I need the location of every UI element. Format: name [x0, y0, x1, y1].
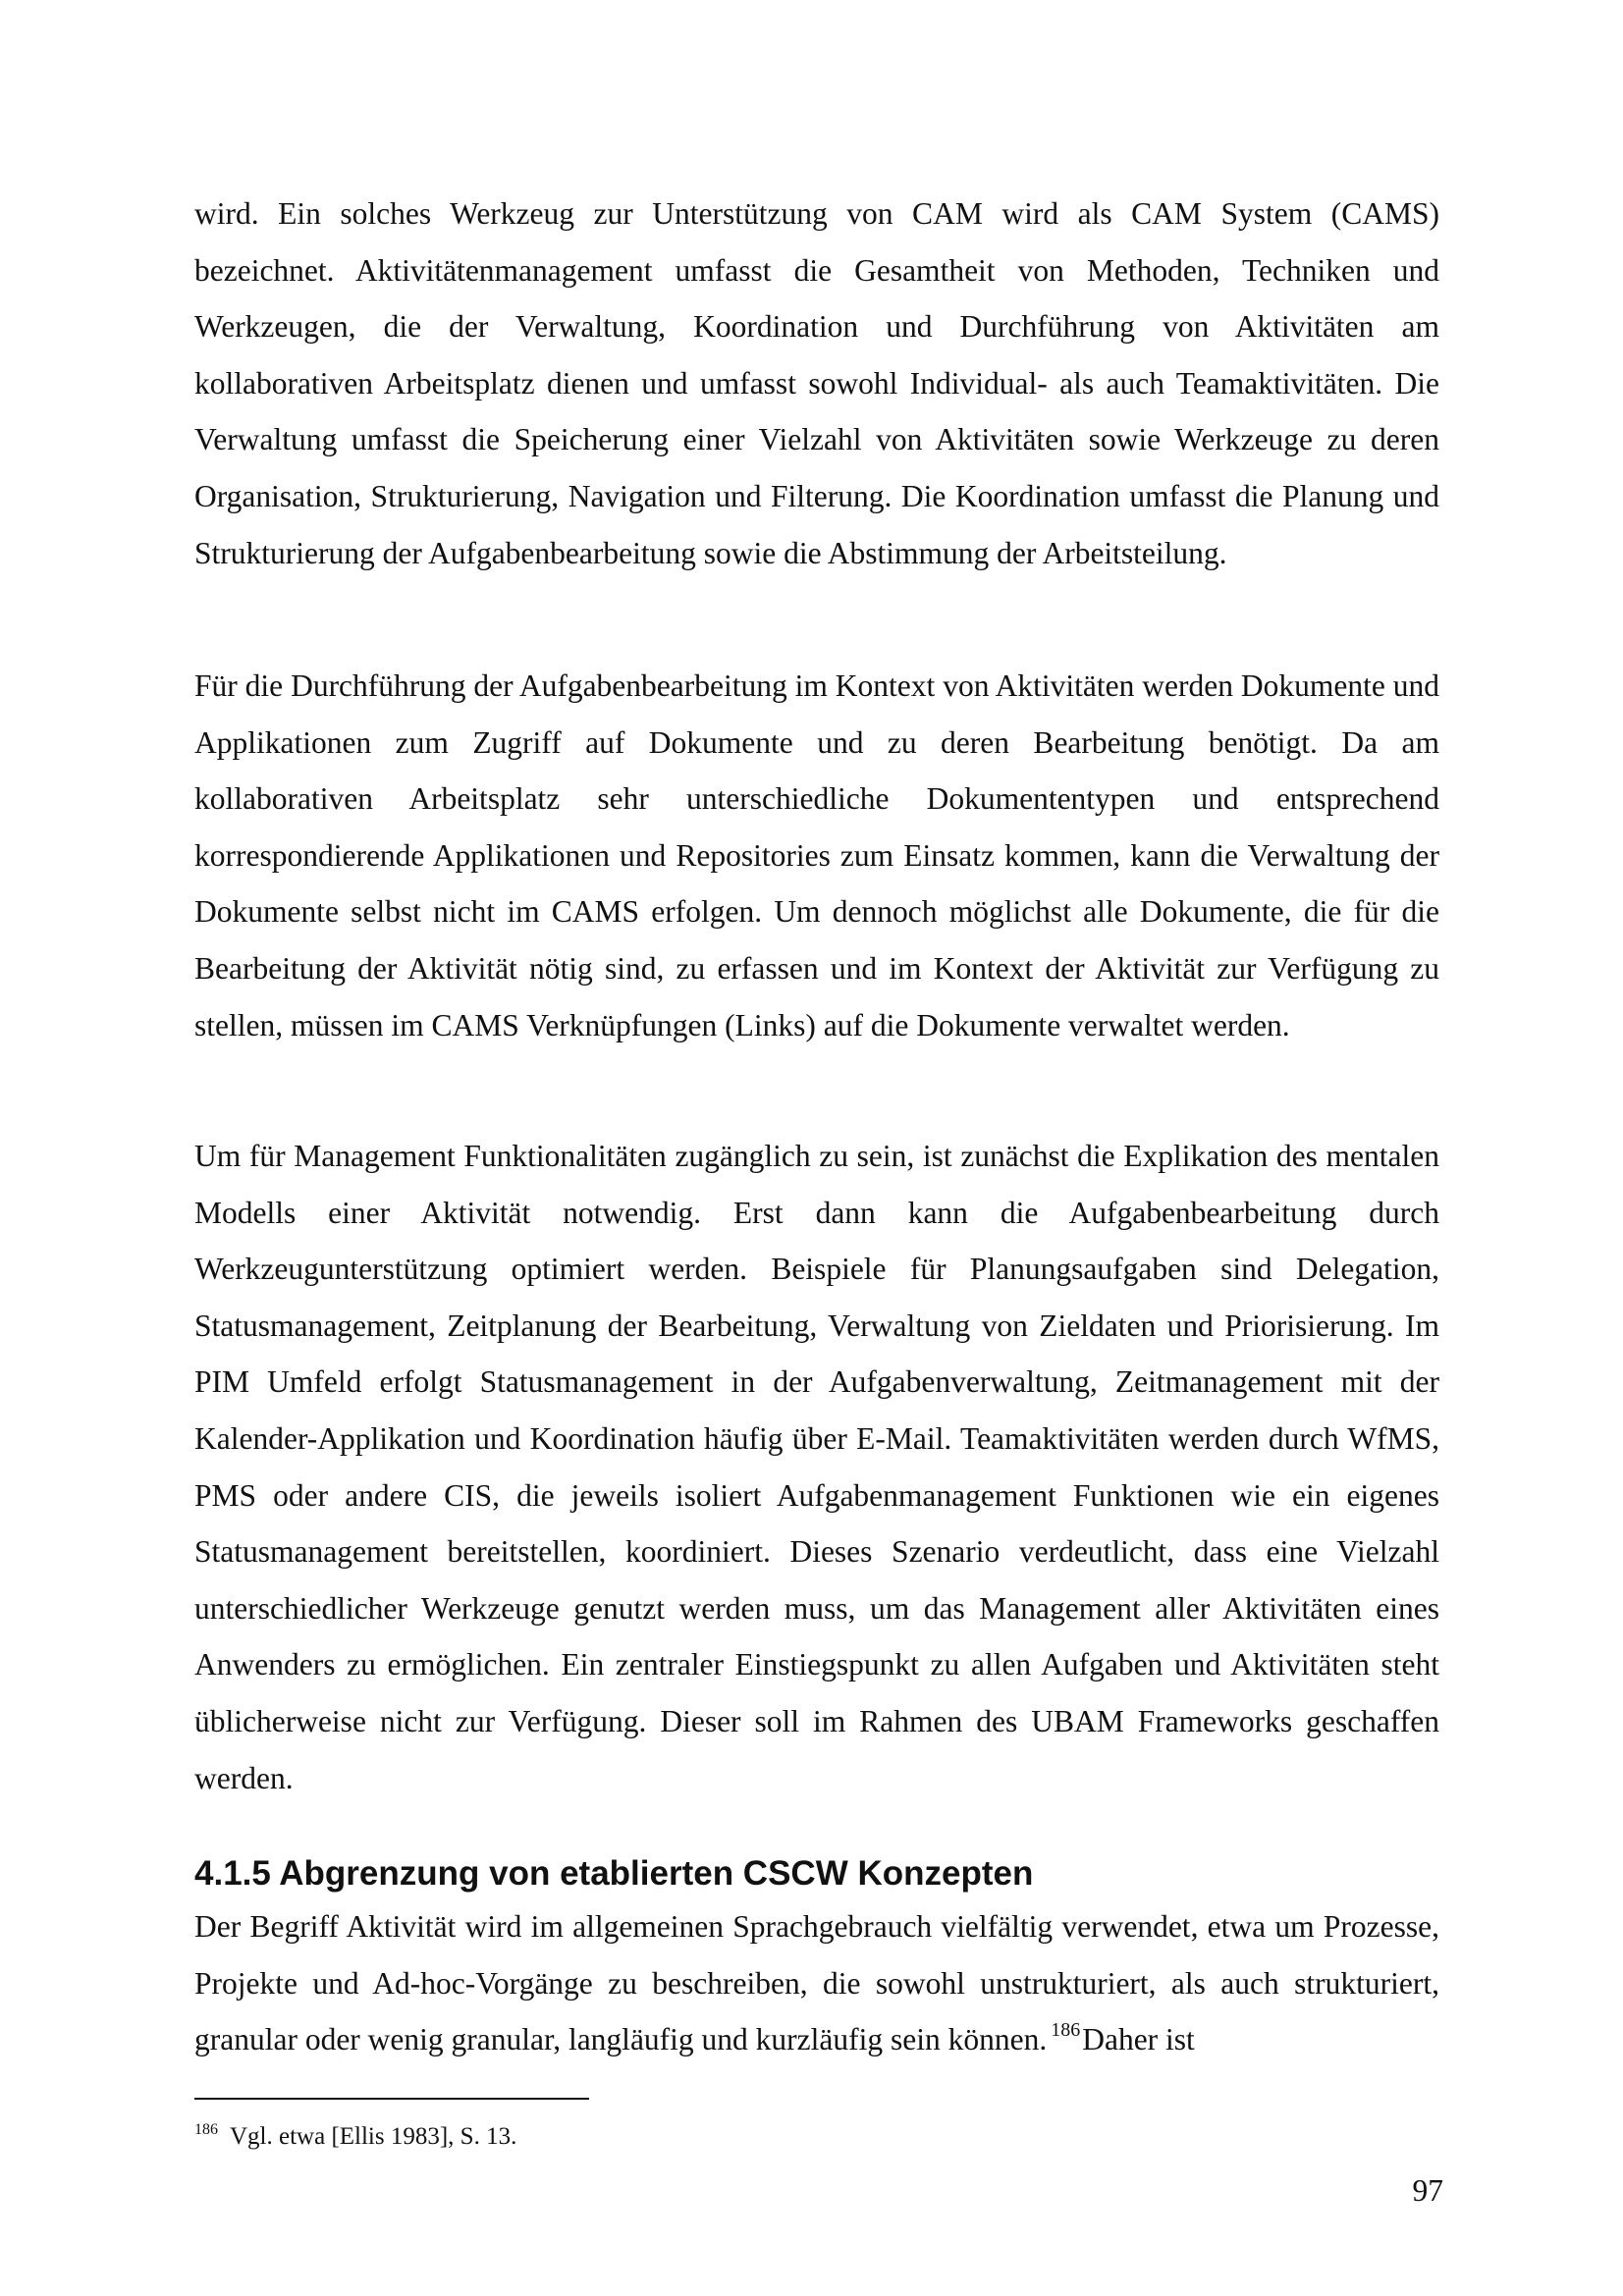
footnote-divider: [194, 2098, 589, 2100]
section-heading: 4.1.5 Abgrenzung von etablierten CSCW Konzepten: [194, 1854, 1034, 1893]
footnote-text: Vgl. etwa [Ellis 1983], S. 13.: [230, 2123, 517, 2150]
paragraph-document-links: Für die Durchführung der Aufgabenbearbeitung im Kontext von Aktivitäten werden Dokumente und Applikationen zum Zugriff auf Dokumente und zu deren Bearbeitung benötigt. Da am kollaborativen Arbeitsplatz sehr unterschiedliche Dokumententypen und entsprechend korrespondierende Applikationen und Repositories zum Einsatz kommen, kann die Verwaltung der Dokumente selbst nicht im CAMS erfolgen. Um dennoch möglichst alle Dokumente, die für die Bearbeitung der Aktivität nötig sind, zu erfassen und im Kontext der Aktivität zur Verfügung zu stellen, müssen im CAMS Verknüpfungen (Links) auf die Dokumente verwaltet werden.: [194, 668, 1439, 1042]
paragraph-management-functions: Um für Management Funktionalitäten zugänglich zu sein, ist zunächst die Explikation des mentalen Modells einer Aktivität notwendig. Erst dann kann die Aufgabenbearbeitung durch Werkzeugunterstützung optimiert werden. Beispiele für Planungsaufgaben sind Delegation, Statusmanagement, Zeitplanung der Bearbeitung, Verwaltung von Zieldaten und Priorisierung. Im PIM Umfeld erfolgt Statusmanagement in der Aufgabenverwaltung, Zeitmanagement mit der Kalender-Applikation und Koordination häufig über E-Mail. Teamaktivitäten werden durch WfMS, PMS oder andere CIS, die jeweils isoliert Aufgabenmanagement Funktionen wie ein eigenes Statusmanagement bereitstellen, koordiniert. Dieses Szenario verdeutlicht, dass eine Vielzahl unterschiedlicher Werkzeuge genutzt werden muss, um das Management aller Aktivitäten eines Anwenders zu ermöglichen. Ein zentraler Einstiegspunkt zu allen Aufgaben und Aktivitäten steht üblicherweise nicht zur Verfügung. Dieser soll im Rahmen des UBAM Frameworks geschaffen werden.: [194, 1139, 1439, 1795]
page-number: 97: [1412, 2173, 1443, 2208]
paragraph-activity-term-text: Der Begriff Aktivität wird im allgemeinen Sprachgebrauch vielfältig verwendet, etwa um Prozesse, Projekte und Ad-hoc-Vorgänge zu beschreiben, die sowohl unstrukturiert, als auch strukturiert, granular oder wenig granular, langläufig und kurzläufig sein können.: [194, 1909, 1439, 2057]
footnote-reference[interactable]: 186: [1051, 2019, 1081, 2042]
paragraph-activity-term-tail: Daher ist: [1082, 2022, 1195, 2057]
paragraph-cams-definition: wird. Ein solches Werkzeug zur Unterstützung von CAM wird als CAM System (CAMS) bezeichnet. Aktivitätenmanagement umfasst die Gesamtheit von Methoden, Techniken und Werkzeugen, die der Verwaltung, Koordination und Durchführung von Aktivitäten am kollaborativen Arbeitsplatz dienen und umfasst sowohl Individual- als auch Teamaktivitäten. Die Verwaltung umfasst die Speicherung einer Vielzahl von Aktivitäten sowie Werkzeuge zu deren Organisation, Strukturierung, Navigation und Filterung. Die Koordination umfasst die Planung und Strukturierung der Aufgabenbearbeitung sowie die Abstimmung der Arbeitsteilung.: [194, 196, 1439, 570]
footnote: [194, 2120, 1439, 2154]
paragraph-activity-term: [194, 1898, 1439, 2068]
footnote-number: 186: [194, 2121, 218, 2138]
